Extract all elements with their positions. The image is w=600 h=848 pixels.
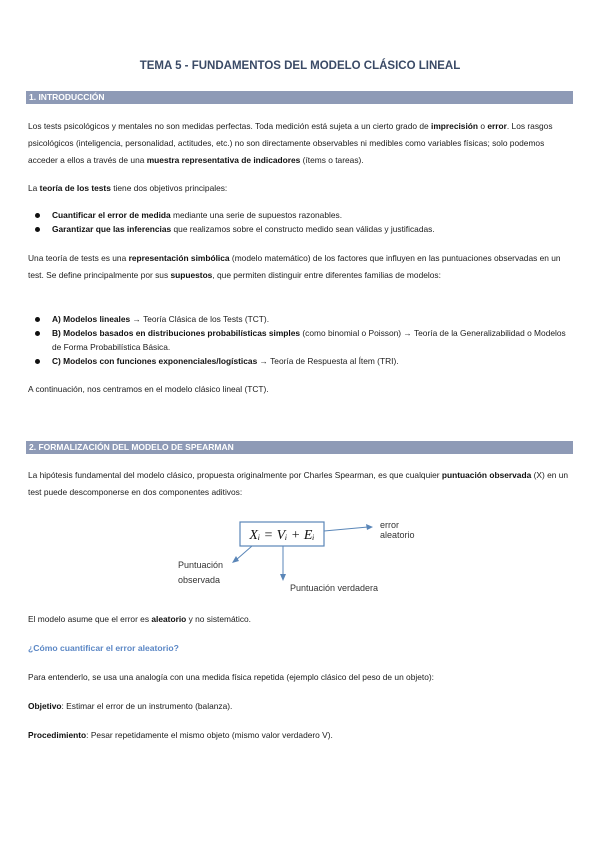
spearman-paragraph-2: El modelo asume que el error es aleatorio y no sistemático. bbox=[28, 614, 251, 624]
intro-paragraph-1: Los tests psicológicos y mentales no son medidas perfectas. Toda medición está sujeta a un cierto grado de imprecisión o error. Los rasgos psicológicos (inteligencia, personalidad, actitudes, etc.) no son directamente observables ni medibles como variables físicas; solo podemos acceder a ellos a través de una muestra representativa de indicadores (ítems o tareas). bbox=[28, 121, 553, 165]
caption-puntuacion-observada: Puntuación observada bbox=[178, 560, 224, 585]
intro-paragraph-4: A continuación, nos centramos en el modelo clásico lineal (TCT). bbox=[28, 384, 269, 394]
intro-paragraph-3: Una teoría de tests es una representación simbólica (modelo matemático) de los factores que influyen en las puntuaciones observadas en un test. Se define principalmente por sus supuestos, que permiten distinguir entre diferentes familias de modelos: bbox=[28, 253, 561, 280]
document-title: TEMA 5 - FUNDAMENTOS DEL MODELO CLÁSICO LINEAL bbox=[139, 60, 461, 72]
arrow-error-head bbox=[366, 524, 373, 530]
caption-puntuacion-verdadera: Puntuación verdadera bbox=[290, 583, 379, 593]
procedure-paragraph: Procedimiento: Pesar repetidamente el mismo objeto (mismo valor verdadero V). bbox=[28, 730, 333, 740]
list-item: C) Modelos con funciones exponenciales/logísticas → Teoría de Respuesta al Ítem (TRI). bbox=[28, 354, 574, 368]
spearman-paragraph-1: La hipótesis fundamental del modelo clásico, propuesta originalmente por Charles Spearman, es que cualquier puntuación observada (X) en un test puede descomponerse en dos componentes aditivos: bbox=[28, 470, 569, 497]
goals-list bbox=[28, 208, 574, 236]
section-heading-introduccion: 1. INTRODUCCIÓN bbox=[26, 91, 573, 104]
list-item: Garantizar que las inferencias que realizamos sobre el constructo medido sean válidas y justificadas. bbox=[28, 222, 574, 236]
list-item: A) Modelos lineales → Teoría Clásica de los Tests (TCT). bbox=[28, 312, 574, 326]
caption-error-aleatorio: error aleatorio bbox=[380, 520, 415, 540]
objective-paragraph: Objetivo: Estimar el error de un instrumento (balanza). bbox=[28, 701, 233, 711]
models-list bbox=[28, 312, 574, 368]
list-item: Cuantificar el error de medida mediante una serie de supuestos razonables. bbox=[28, 208, 574, 222]
arrow-error-line bbox=[324, 527, 368, 531]
spearman-formula-figure bbox=[170, 508, 430, 600]
arrow-true-head bbox=[280, 574, 286, 581]
intro-paragraph-2: La teoría de los tests tiene dos objetivos principales: bbox=[28, 183, 228, 193]
spearman-paragraph-3: Para entenderlo, se usa una analogía con una medida física repetida (ejemplo clásico del peso de un objeto): bbox=[28, 672, 434, 682]
section-heading-formalizacion: 2. FORMALIZACIÓN DEL MODELO DE SPEARMAN bbox=[26, 441, 573, 454]
formula-text: Xᵢ = Vᵢ + Eᵢ bbox=[249, 528, 315, 543]
list-item: B) Modelos basados en distribuciones probabilísticas simples (como binomial o Poisson) → Teoría de la Generalizabilidad o Modelos de Forma Probabilística Básica. bbox=[28, 326, 574, 354]
subheading-cuantificar-error: ¿Cómo cuantificar el error aleatorio? bbox=[28, 643, 179, 653]
